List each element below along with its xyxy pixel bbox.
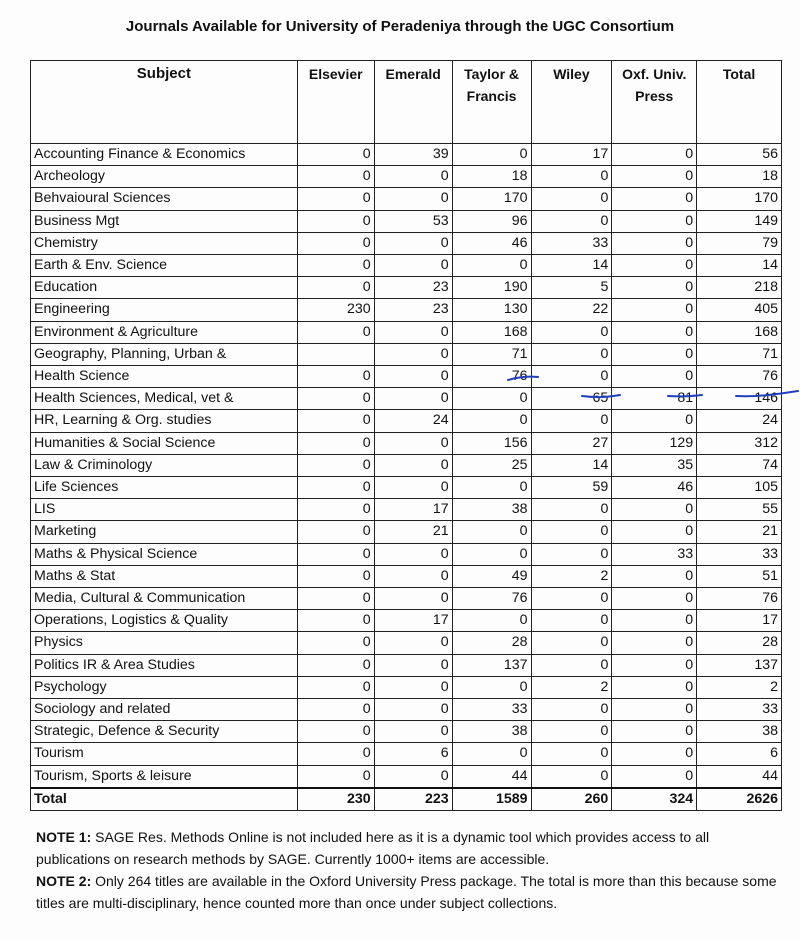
count-cell: 17 (374, 499, 452, 521)
table-row (31, 410, 782, 432)
count-cell: 0 (531, 632, 612, 654)
count-cell: 0 (297, 410, 374, 432)
count-cell: 0 (297, 388, 374, 410)
table-row (31, 388, 782, 410)
subject-cell: Law & Criminology (31, 454, 298, 476)
table-row (31, 565, 782, 587)
count-cell: 0 (612, 565, 697, 587)
count-cell: 0 (297, 765, 374, 788)
count-cell: 405 (697, 299, 782, 321)
column-header: Emerald (374, 61, 452, 144)
count-cell: 33 (697, 543, 782, 565)
count-cell: 71 (697, 343, 782, 365)
count-cell: 0 (452, 676, 531, 698)
count-cell: 18 (452, 166, 531, 188)
count-cell: 0 (452, 543, 531, 565)
count-cell: 0 (531, 343, 612, 365)
subject-cell: Tourism, Sports & leisure (31, 765, 298, 788)
count-cell: 44 (697, 765, 782, 788)
page-title: Journals Available for University of Peradeniya through the UGC Consortium (125, 18, 675, 35)
count-cell: 0 (531, 366, 612, 388)
note-label: NOTE 2: (36, 873, 92, 889)
count-cell: 96 (452, 210, 531, 232)
note-1 (36, 826, 786, 870)
total-cell: 324 (612, 788, 697, 811)
count-cell: 24 (374, 410, 452, 432)
count-cell: 0 (612, 210, 697, 232)
count-cell: 0 (612, 721, 697, 743)
count-cell: 0 (374, 632, 452, 654)
count-cell: 0 (612, 188, 697, 210)
subject-cell: Strategic, Defence & Security (31, 721, 298, 743)
count-cell: 0 (531, 654, 612, 676)
count-cell: 0 (297, 632, 374, 654)
count-cell: 0 (374, 343, 452, 365)
count-cell: 146 (697, 388, 782, 410)
count-cell: 156 (452, 432, 531, 454)
count-cell: 190 (452, 277, 531, 299)
subject-cell: Environment & Agriculture (31, 321, 298, 343)
count-cell: 33 (452, 699, 531, 721)
count-cell: 0 (297, 610, 374, 632)
count-cell: 0 (612, 499, 697, 521)
count-cell: 0 (374, 188, 452, 210)
count-cell: 27 (531, 432, 612, 454)
count-cell: 0 (297, 565, 374, 587)
count-cell: 0 (452, 410, 531, 432)
table-row (31, 743, 782, 765)
count-cell: 17 (531, 144, 612, 166)
count-cell: 0 (531, 588, 612, 610)
count-cell: 0 (531, 721, 612, 743)
count-cell: 24 (697, 410, 782, 432)
count-cell: 17 (697, 610, 782, 632)
count-cell: 14 (697, 255, 782, 277)
count-cell: 0 (612, 654, 697, 676)
subject-cell: Politics IR & Area Studies (31, 654, 298, 676)
count-cell: 0 (531, 743, 612, 765)
subject-cell: Health Science (31, 366, 298, 388)
count-cell: 76 (452, 366, 531, 388)
column-header: Taylor & Francis (452, 61, 531, 144)
count-cell: 0 (531, 321, 612, 343)
count-cell: 0 (297, 499, 374, 521)
count-cell: 0 (297, 699, 374, 721)
table-body (31, 144, 782, 788)
table-row (31, 232, 782, 254)
count-cell: 0 (612, 765, 697, 788)
count-cell: 0 (297, 144, 374, 166)
subject-cell: Operations, Logistics & Quality (31, 610, 298, 632)
count-cell: 23 (374, 299, 452, 321)
count-cell: 46 (612, 477, 697, 499)
table-row (31, 366, 782, 388)
count-cell: 0 (374, 477, 452, 499)
count-cell: 23 (374, 277, 452, 299)
count-cell: 0 (374, 588, 452, 610)
table-row (31, 765, 782, 788)
count-cell: 0 (297, 588, 374, 610)
count-cell: 0 (297, 676, 374, 698)
count-cell: 168 (452, 321, 531, 343)
count-cell: 0 (374, 765, 452, 788)
count-cell: 0 (297, 166, 374, 188)
count-cell: 0 (531, 610, 612, 632)
column-header: Oxf. Univ. Press (612, 61, 697, 144)
table-row (31, 432, 782, 454)
count-cell: 0 (297, 521, 374, 543)
count-cell: 14 (531, 454, 612, 476)
count-cell: 28 (697, 632, 782, 654)
count-cell: 59 (531, 477, 612, 499)
count-cell: 2 (697, 676, 782, 698)
count-cell: 0 (374, 388, 452, 410)
count-cell: 0 (374, 454, 452, 476)
subject-cell: Media, Cultural & Communication (31, 588, 298, 610)
count-cell: 0 (374, 166, 452, 188)
count-cell: 0 (297, 721, 374, 743)
count-cell: 35 (612, 454, 697, 476)
total-row (31, 788, 782, 811)
count-cell: 0 (297, 454, 374, 476)
count-cell: 0 (452, 477, 531, 499)
table-row (31, 499, 782, 521)
count-cell: 76 (452, 588, 531, 610)
total-cell: 1589 (452, 788, 531, 811)
table-row (31, 299, 782, 321)
count-cell: 38 (697, 721, 782, 743)
table-row (31, 210, 782, 232)
count-cell: 18 (697, 166, 782, 188)
subject-cell: Engineering (31, 299, 298, 321)
count-cell: 0 (297, 543, 374, 565)
count-cell: 0 (374, 565, 452, 587)
subject-cell: Health Sciences, Medical, vet & (31, 388, 298, 410)
count-cell: 0 (612, 632, 697, 654)
table-row (31, 676, 782, 698)
count-cell: 312 (697, 432, 782, 454)
subject-cell: Earth & Env. Science (31, 255, 298, 277)
count-cell: 0 (612, 343, 697, 365)
count-cell: 0 (612, 699, 697, 721)
count-cell: 0 (612, 743, 697, 765)
count-cell: 0 (531, 410, 612, 432)
count-cell: 0 (297, 477, 374, 499)
count-cell: 0 (374, 232, 452, 254)
count-cell: 55 (697, 499, 782, 521)
count-cell: 14 (531, 255, 612, 277)
subject-cell: Physics (31, 632, 298, 654)
count-cell: 0 (612, 610, 697, 632)
count-cell: 0 (612, 366, 697, 388)
note-label: NOTE 1: (36, 829, 92, 845)
column-header: Wiley (531, 61, 612, 144)
count-cell: 0 (452, 521, 531, 543)
subject-cell: Psychology (31, 676, 298, 698)
subject-cell: Maths & Stat (31, 565, 298, 587)
count-cell: 218 (697, 277, 782, 299)
count-cell: 0 (297, 432, 374, 454)
count-cell: 0 (612, 255, 697, 277)
subject-cell: Archeology (31, 166, 298, 188)
count-cell: 0 (297, 321, 374, 343)
count-cell: 0 (531, 699, 612, 721)
count-cell: 0 (374, 699, 452, 721)
count-cell: 0 (612, 166, 697, 188)
count-cell: 25 (452, 454, 531, 476)
count-cell: 81 (612, 388, 697, 410)
count-cell: 33 (612, 543, 697, 565)
note-text: SAGE Res. Methods Online is not included here as it is a dynamic tool which provides access to all publications on research methods by SAGE. Currently 1000+ items are accessible. (36, 829, 710, 867)
count-cell: 0 (374, 543, 452, 565)
count-cell: 0 (531, 543, 612, 565)
note-text: Only 264 titles are available in the Oxford University Press package. The total is more than this because some titles are multi-disciplinary, hence counted more than once under subject collections. (36, 873, 777, 911)
table-row (31, 721, 782, 743)
count-cell: 149 (697, 210, 782, 232)
count-cell: 0 (612, 321, 697, 343)
count-cell: 0 (452, 610, 531, 632)
count-cell: 76 (697, 588, 782, 610)
count-cell: 0 (612, 277, 697, 299)
count-cell: 0 (452, 743, 531, 765)
count-cell: 65 (531, 388, 612, 410)
subject-cell: Sociology and related (31, 699, 298, 721)
subject-cell: Behvaioural Sciences (31, 188, 298, 210)
journals-table (30, 60, 782, 811)
count-cell: 38 (452, 721, 531, 743)
count-cell: 71 (452, 343, 531, 365)
count-cell: 0 (531, 188, 612, 210)
count-cell: 0 (297, 188, 374, 210)
table-header-row (31, 61, 782, 144)
count-cell: 51 (697, 565, 782, 587)
count-cell: 0 (297, 743, 374, 765)
count-cell: 0 (374, 676, 452, 698)
count-cell: 0 (297, 210, 374, 232)
count-cell: 0 (612, 521, 697, 543)
count-cell: 0 (297, 255, 374, 277)
count-cell: 0 (531, 499, 612, 521)
count-cell: 39 (374, 144, 452, 166)
count-cell: 33 (697, 699, 782, 721)
count-cell: 0 (297, 654, 374, 676)
count-cell (297, 343, 374, 365)
count-cell: 0 (452, 144, 531, 166)
count-cell: 53 (374, 210, 452, 232)
count-cell: 0 (452, 388, 531, 410)
subject-cell: LIS (31, 499, 298, 521)
total-cell: 260 (531, 788, 612, 811)
count-cell: 74 (697, 454, 782, 476)
table-row (31, 188, 782, 210)
count-cell: 0 (297, 277, 374, 299)
table-row (31, 343, 782, 365)
column-header: Subject (31, 61, 298, 144)
count-cell: 0 (374, 366, 452, 388)
subject-cell: Chemistry (31, 232, 298, 254)
table-row (31, 610, 782, 632)
table-row (31, 255, 782, 277)
table-row (31, 699, 782, 721)
count-cell: 56 (697, 144, 782, 166)
count-cell: 130 (452, 299, 531, 321)
count-cell: 0 (374, 255, 452, 277)
subject-cell: Humanities & Social Science (31, 432, 298, 454)
table-row (31, 454, 782, 476)
count-cell: 17 (374, 610, 452, 632)
subject-cell: Geography, Planning, Urban & (31, 343, 298, 365)
count-cell: 0 (531, 210, 612, 232)
subject-cell: Maths & Physical Science (31, 543, 298, 565)
note-2 (36, 870, 786, 914)
count-cell: 0 (374, 721, 452, 743)
count-cell: 38 (452, 499, 531, 521)
table-row (31, 144, 782, 166)
count-cell: 170 (452, 188, 531, 210)
table-row (31, 543, 782, 565)
table-row (31, 166, 782, 188)
count-cell: 5 (531, 277, 612, 299)
total-cell: 223 (374, 788, 452, 811)
table-row (31, 654, 782, 676)
column-header: Elsevier (297, 61, 374, 144)
count-cell: 0 (612, 588, 697, 610)
count-cell: 79 (697, 232, 782, 254)
subject-cell: HR, Learning & Org. studies (31, 410, 298, 432)
count-cell: 137 (697, 654, 782, 676)
table-row (31, 588, 782, 610)
subject-cell: Accounting Finance & Economics (31, 144, 298, 166)
total-cell: 2626 (697, 788, 782, 811)
table-row (31, 321, 782, 343)
count-cell: 0 (297, 232, 374, 254)
count-cell: 28 (452, 632, 531, 654)
total-cell: 230 (297, 788, 374, 811)
count-cell: 46 (452, 232, 531, 254)
count-cell: 0 (612, 410, 697, 432)
count-cell: 49 (452, 565, 531, 587)
count-cell: 2 (531, 676, 612, 698)
count-cell: 6 (697, 743, 782, 765)
subject-cell: Life Sciences (31, 477, 298, 499)
count-cell: 137 (452, 654, 531, 676)
count-cell: 230 (297, 299, 374, 321)
count-cell: 0 (612, 144, 697, 166)
count-cell: 105 (697, 477, 782, 499)
count-cell: 168 (697, 321, 782, 343)
subject-cell: Tourism (31, 743, 298, 765)
count-cell: 22 (531, 299, 612, 321)
count-cell: 170 (697, 188, 782, 210)
count-cell: 0 (612, 232, 697, 254)
count-cell: 0 (612, 299, 697, 321)
table-row (31, 521, 782, 543)
count-cell: 0 (374, 654, 452, 676)
count-cell: 0 (452, 255, 531, 277)
subject-cell: Education (31, 277, 298, 299)
count-cell: 21 (697, 521, 782, 543)
count-cell: 0 (531, 166, 612, 188)
subject-cell: Marketing (31, 521, 298, 543)
count-cell: 129 (612, 432, 697, 454)
count-cell: 21 (374, 521, 452, 543)
table-row (31, 277, 782, 299)
notes (36, 826, 786, 914)
count-cell: 0 (297, 366, 374, 388)
table-row (31, 477, 782, 499)
table-row (31, 632, 782, 654)
count-cell: 76 (697, 366, 782, 388)
total-label: Total (31, 788, 298, 811)
column-header: Total (697, 61, 782, 144)
count-cell: 0 (374, 432, 452, 454)
count-cell: 33 (531, 232, 612, 254)
count-cell: 2 (531, 565, 612, 587)
count-cell: 0 (374, 321, 452, 343)
count-cell: 44 (452, 765, 531, 788)
count-cell: 0 (531, 765, 612, 788)
count-cell: 0 (531, 521, 612, 543)
count-cell: 6 (374, 743, 452, 765)
count-cell: 0 (612, 676, 697, 698)
subject-cell: Business Mgt (31, 210, 298, 232)
